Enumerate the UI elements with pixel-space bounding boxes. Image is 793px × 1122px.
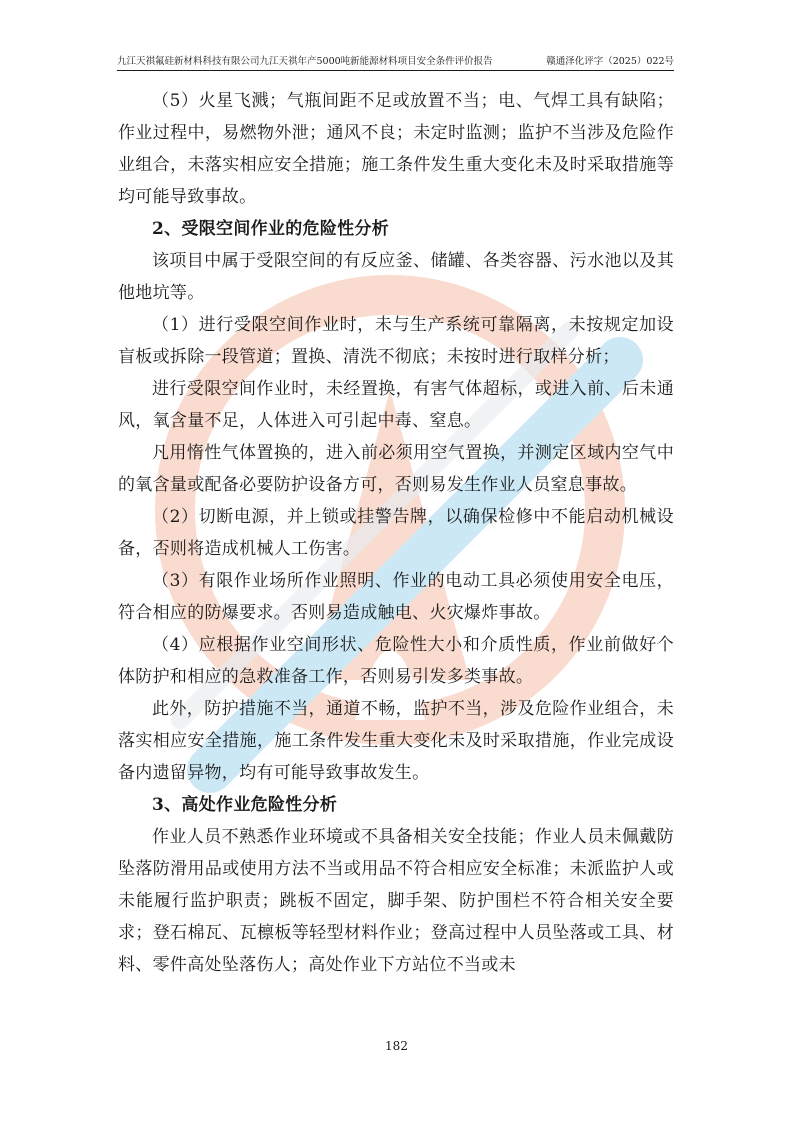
body-paragraph: 凡用惰性气体置换的，进入前必须用空气置换，并测定区域内空气中的氧含量或配备必要防护设备方可，否则易发生作业人员窒息事故。 (118, 443, 674, 495)
body-paragraph: 该项目中属于受限空间的有反应釜、储罐、各类容器、污水池以及其他地坑等。 (118, 251, 674, 303)
header-divider (117, 70, 674, 71)
body-paragraph: （3）有限作业场所作业照明、作业的电动工具必须使用安全电压，符合相应的防爆要求。否则易造成触电、火灾爆炸事故。 (118, 571, 674, 623)
section-heading: 2、受限空间作业的危险性分析 (152, 219, 390, 239)
body-paragraph: 作业人员不熟悉作业环境或不具备相关安全技能；作业人员未佩戴防坠落防滑用品或使用方法不当或用品不符合相应安全标准；未派监护人或未能履行监护职责；跳板不固定，脚手架、防护围栏不符合相关安全要求；登石棉瓦、瓦檩板等轻型材料作业；登高过程中人员坠落或工具、材料、零件高处坠落伤人；高处作业下方站位不当或未 (118, 827, 674, 975)
page-header (117, 55, 674, 69)
header-report-title: 九江天祺氟硅新材料科技有限公司九江天祺年产5000吨新能源材料项目安全条件评价报告 (117, 56, 493, 67)
body-paragraph: 此外，防护措施不当，通道不畅，监护不当，涉及危险作业组合，未落实相应安全措施，施工条件发生重大变化未及时采取措施，作业完成设备内遗留异物，均有可能导致事故发生。 (118, 699, 674, 783)
body-paragraph: （5）火星飞溅；气瓶间距不足或放置不当；电、气焊工具有缺陷；作业过程中，易燃物外泄；通风不良；未定时监测；监护不当涉及危险作业组合，未落实相应安全措施；施工条件发生重大变化未及时采取措施等均可能导致事故。 (118, 91, 674, 207)
section-heading: 3、高处作业危险性分析 (152, 795, 338, 815)
body-paragraph: （2）切断电源，并上锁或挂警告牌，以确保检修中不能启动机械设备，否则将造成机械人工伤害。 (118, 507, 674, 559)
body-paragraph: 进行受限空间作业时，未经置换，有害气体超标，或进入前、后未通风，氧含量不足，人体进入可引起中毒、窒息。 (118, 379, 674, 431)
body-paragraph: （4）应根据作业空间形状、危险性大小和介质性质，作业前做好个体防护和相应的急救准备工作，否则易引发多类事故。 (118, 635, 674, 687)
document-body (118, 85, 674, 981)
header-report-number: 赣通泽化评字（2025）022号 (546, 56, 674, 67)
page-number: 182 (385, 1039, 408, 1053)
body-paragraph: （1）进行受限空间作业时，未与生产系统可靠隔离，未按规定加设盲板或拆除一段管道；置换、清洗不彻底；未按时进行取样分析； (118, 315, 674, 367)
